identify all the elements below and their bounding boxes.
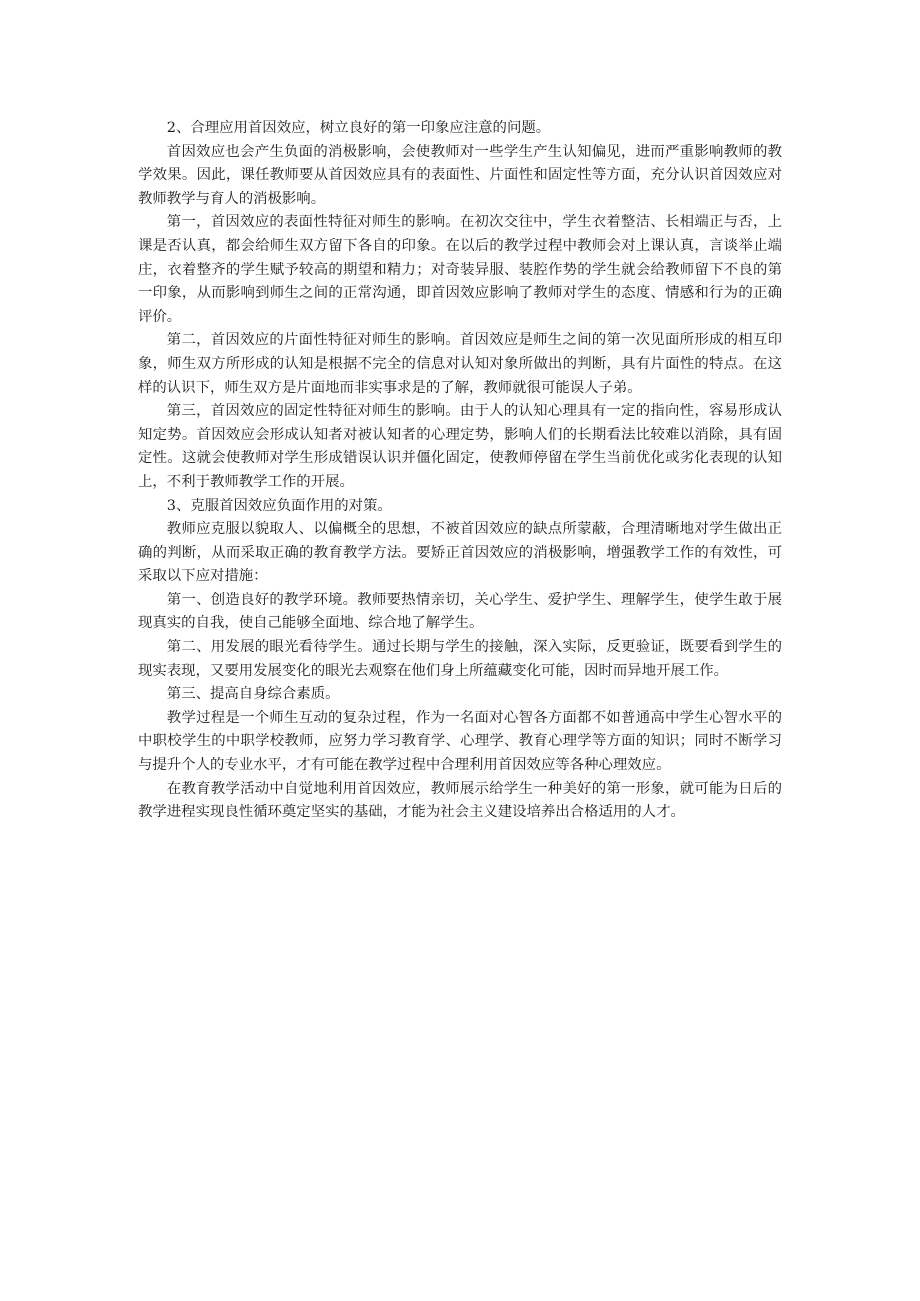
paragraph-superficiality: 第一，首因效应的表面性特征对师生的影响。在初次交往中，学生衣着整洁、长相端正与否，上课是否认真，都会给师生双方留下各自的印象。在以后的教学过程中教师会对上课认真，言谈举止端庄，衣着整齐的学生赋予较高的期望和精力；对奇装异服、装腔作势的学生就会给教师留下不良的第一印象，从而影响到师生之间的正常沟通，即首因效应影响了教师对学生的态度、情感和行为的正确评价。	[138, 214, 782, 325]
paragraph-negative-effects: 首因效应也会产生负面的消极影响，会使教师对一些学生产生认知偏见，进而严重影响教师的教学效果。因此，课任教师要从首因效应具有的表面性、片面性和固定性等方面，充分认识首因效应对教师教学与育人的消极影响。	[138, 143, 782, 207]
paragraph-countermeasures: 教师应克服以貌取人、以偏概全的思想，不被首因效应的缺点所蒙蔽，合理清晰地对学生做出正确的判断，从而采取正确的教育教学方法。要矫正首因效应的消极影响，增强教学工作的有效性，可采取以下应对措施：	[138, 521, 782, 585]
section-heading-3: 3、克服首因效应负面作用的对策。	[166, 497, 392, 514]
paragraph-measure-3-heading: 第三、提高自身综合素质。	[166, 686, 340, 703]
paragraph-measure-2: 第二、用发展的眼光看待学生。通过长期与学生的接触，深入实际，反更验证，既要看到学生的现实表现，又要用发展变化的眼光去观察在他们身上所蕴藏变化可能，因时而异地开展工作。	[138, 639, 782, 679]
paragraph-fixedness: 第三，首因效应的固定性特征对师生的影响。由于人的认知心理具有一定的指向性，容易形成认知定势。首因效应会形成认知者对被认知者的心理定势，影响人们的长期看法比较难以消除，具有固定性。这就会使教师对学生形成错误认识并僵化固定，使教师停留在学生当前优化或劣化表现的认知上，不利于教师教学工作的开展。	[138, 403, 782, 490]
paragraph-conclusion: 在教育教学活动中自觉地利用首因效应，教师展示给学生一种美好的第一形象，就可能为日后的教学进程实现良性循环奠定坚实的基础，才能为社会主义建设培养出合格适用的人才。	[138, 780, 782, 821]
paragraph-measure-1: 第一、创造良好的教学环境。教师要热情亲切，关心学生、爱护学生、理解学生，使学生敢于展现真实的自我，使自己能够全面地、综合地了解学生。	[138, 591, 782, 632]
paragraph-teaching-process: 教学过程是一个师生互动的复杂过程，作为一名面对心智各方面都不如普通高中学生心智水平的中职校学生的中职学校教师，应努力学习教育学、心理学、教育心理学等方面的知识；同时不断学习与提升个人的专业水平，才有可能在教学过程中合理利用首因效应等各种心理效应。	[138, 709, 782, 774]
section-heading-2: 2、合理应用首因效应，树立良好的第一印象应注意的问题。	[166, 120, 551, 136]
document-body	[138, 117, 782, 825]
paragraph-one-sidedness: 第二，首因效应的片面性特征对师生的影响。首因效应是师生之间的第一次见面所形成的相互印象，师生双方所形成的认知是根据不完全的信息对认知对象所做出的判断，具有片面性的特点。在这样的认识下，师生双方是片面地而非实事求是的了解，教师就很可能误人子弟。	[138, 332, 782, 396]
